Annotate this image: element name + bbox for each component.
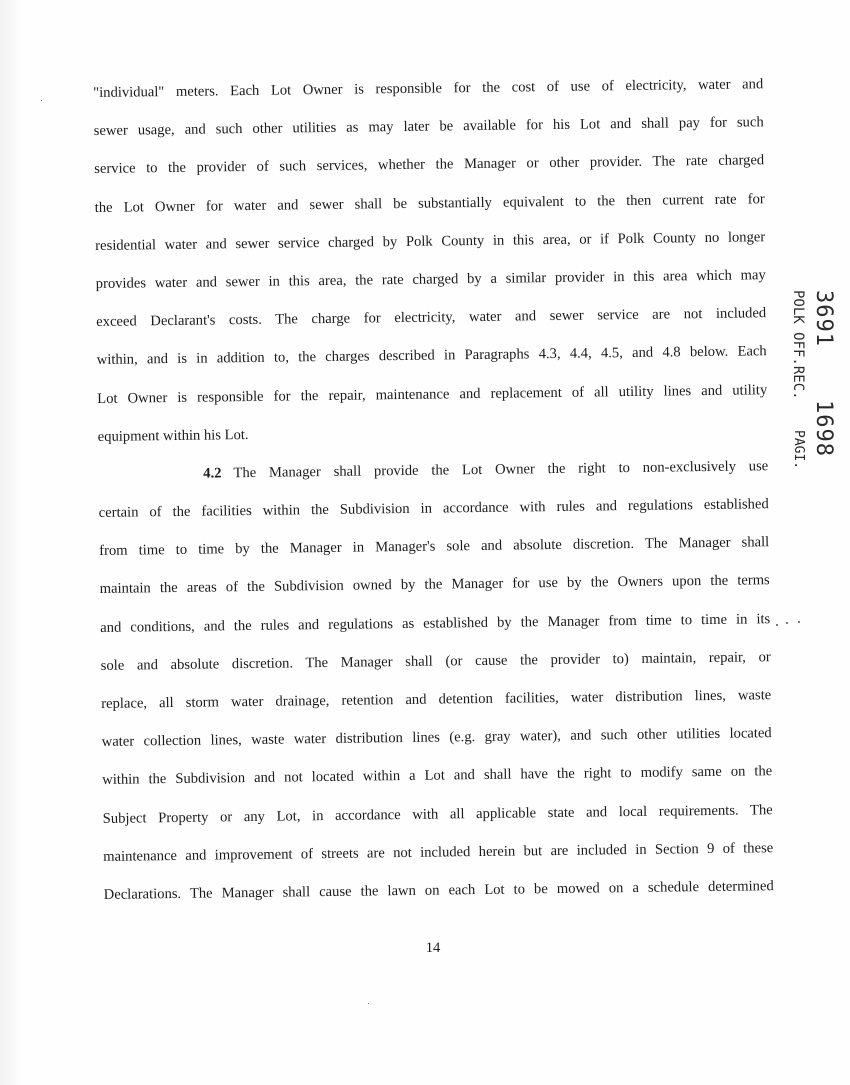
text-line: Declarations. The Manager shall cause the lawn on each Lot to be mowed on a schedule determined bbox=[103, 878, 774, 903]
recording-stamp bbox=[784, 290, 844, 490]
scan-speck bbox=[368, 1003, 369, 1004]
scan-shadow bbox=[0, 0, 22, 1085]
stamp-office-label: POLK OFF.REC. bbox=[790, 290, 806, 400]
text-line: within the Subdivision and not located within a Lot and shall have the right to modify same on the bbox=[102, 763, 773, 789]
text-line: exceed Declarant's costs. The charge for electricity, water and sewer service are not included bbox=[96, 305, 767, 331]
paragraph-4-2-text: The Manager shall provide the Lot Owner the right to non-exclusively use bbox=[233, 458, 769, 482]
scan-speck bbox=[798, 621, 800, 623]
text-line: replace, all storm water drainage, retention and detention facilities, water distribution lines, waste bbox=[101, 687, 772, 712]
text-line: sole and absolute discretion. The Manager shall (or cause the provider to) maintain, repair, or bbox=[100, 648, 771, 674]
text-line: "individual" meters. Each Lot Owner is responsible for the cost of use of electricity, water and bbox=[93, 76, 764, 101]
text-line: from time to time by the Manager in Manager's sole and absolute discretion. The Manager shall bbox=[99, 534, 770, 560]
scan-speck bbox=[41, 100, 42, 101]
text-line: within, and is in addition to, the charges described in Paragraphs 4.3, 4.4, 4.5, and 4.8 below. Each bbox=[96, 343, 767, 369]
text-line: water collection lines, waste water distribution lines (e.g. gray water), and such other utilities located bbox=[101, 725, 772, 751]
text-line: maintain the areas of the Subdivision owned by the Manager for use by the Owners upon the terms bbox=[99, 572, 770, 598]
text-line: equipment within his Lot. bbox=[97, 426, 249, 445]
scan-speck bbox=[776, 624, 778, 626]
text-line: service to the provider of such services, whether the Manager or other provider. The rate charged bbox=[94, 152, 765, 178]
text-line: residential water and sewer service charged by Polk County in this area, or if Polk County no longer bbox=[95, 228, 766, 254]
stamp-page-number: 1698 bbox=[811, 400, 836, 457]
text-line: sewer usage, and such other utilities as may later be available for his Lot and shall pay for such bbox=[93, 114, 764, 140]
text-line: and conditions, and the rules and regulations as established by the Manager from time to time in its bbox=[100, 610, 771, 636]
body-text bbox=[93, 65, 774, 914]
text-line: maintenance and improvement of streets are not included herein but are included in Section 9 of these bbox=[103, 839, 774, 865]
text-line: Subject Property or any Lot, in accordance with all applicable state and local requirements. The bbox=[102, 801, 773, 827]
text-line: certain of the facilities within the Subdivision in accordance with rules and regulations established bbox=[98, 496, 769, 522]
text-line: provides water and sewer in this area, the rate charged by a similar provider in this area which may bbox=[95, 267, 766, 292]
stamp-book-number: 3691 bbox=[811, 290, 836, 347]
text-line: the Lot Owner for water and sewer shall be substantially equivalent to the then current rate for bbox=[94, 190, 765, 216]
scan-speck bbox=[786, 622, 788, 624]
paragraph-number: 4.2 bbox=[203, 465, 222, 482]
page-number: 14 bbox=[425, 940, 441, 956]
text-line: Lot Owner is responsible for the repair, maintenance and replacement of all utility lines and utility bbox=[97, 381, 768, 407]
stamp-page-label: PAGI. bbox=[791, 430, 806, 470]
